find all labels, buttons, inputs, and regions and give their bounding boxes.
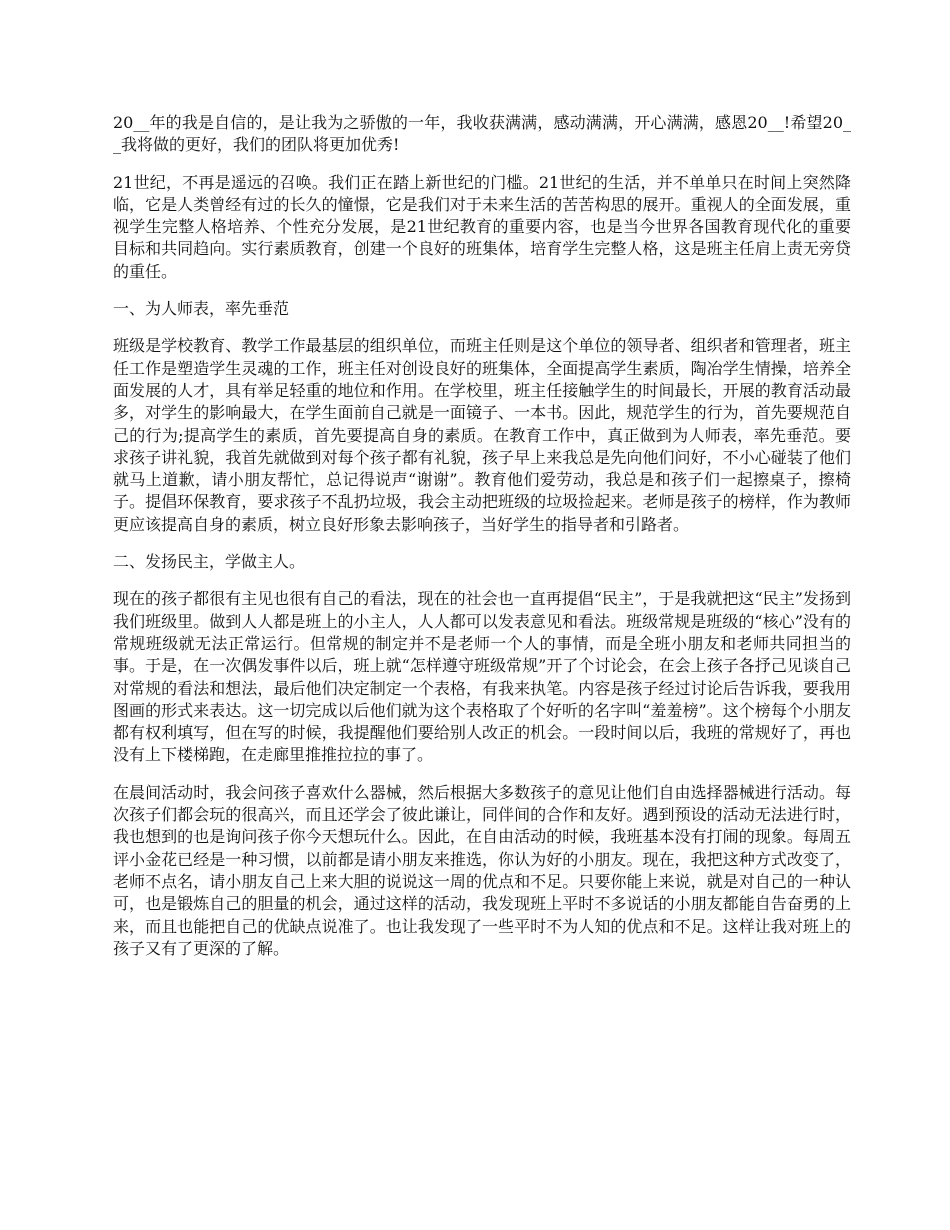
intro-paragraph: 20__年的我是自信的，是让我为之骄傲的一年，我收获满满，感动满满，开心满满，感恩20__!希望20__我将做的更好，我们的团队将更加优秀! <box>113 113 851 155</box>
section-heading-1: 一、为人师表，率先垂范 <box>113 299 290 319</box>
section-2-paragraph-2: 在晨间活动时，我会问孩子喜欢什么器械，然后根据大多数孩子的意见让他们自由选择器械进行活动。每次孩子们都会玩的很高兴，而且还学会了彼此谦让，同伴间的合作和友好。遇到预设的活动无法进行时，我也想到的也是询问孩子你今天想玩什么。因此，在自由活动的时候，我班基本没有打闹的现象。每周五评小金花已经是一种习惯，以前都是请小朋友来推选，你认为好的小朋友。现在，我把这种方式改变了，老师不点名，请小朋友自己上来大胆的说说这一周的优点和不足。只要你能上来说，就是对自己的一种认可，也是锻炼自己的胆量的机会，通过这样的活动，我发现班上平时不多说话的小朋友都能自告奋勇的上来，而且也能把自己的优缺点说准了。也让我发现了一些平时不为人知的优点和不足。这样让我对班上的孩子又有了更深的了解。 <box>113 782 851 958</box>
section-2-paragraph-1: 现在的孩子都很有主见也很有自己的看法，现在的社会也一直再提倡“民主”，于是我就把这“民主”发扬到我们班级里。做到人人都是班上的小主人，人人都可以发表意见和看法。班级常规是班级的“核心”没有的常规班级就无法正常运行。但常规的制定并不是老师一个人的事情，而是全班小朋友和老师共同担当的事。于是，在一次偶发事件以后，班上就“怎样遵守班级常规”开了个讨论会，在会上孩子各抒己见谈自己对常规的看法和想法，最后他们决定制定一个表格，有我来执笔。内容是孩子经过讨论后告诉我，要我用图画的形式来表达。这一切完成以后他们就为这个表格取了个好听的名字叫“羞羞榜”。这个榜每个小朋友都有权利填写，但在写的时候，我提醒他们要给别人改正的机会。一段时间以后，我班的常规好了，再也没有上下楼梯跑，在走廊里推推拉拉的事了。 <box>113 589 851 765</box>
section-1-paragraph: 班级是学校教育、教学工作最基层的组织单位，而班主任则是这个单位的领导者、组织者和管理者，班主任工作是塑造学生灵魂的工作，班主任对创设良好的班集体，全面提高学生素质，陶冶学生情操，培养全面发展的人才，具有举足轻重的地位和作用。在学校里，班主任接触学生的时间最长，开展的教育活动最多，对学生的影响最大，在学生面前自己就是一面镜子、一本书。因此，规范学生的行为，首先要规范自己的行为;提高学生的素质，首先要提高自身的素质。在教育工作中，真正做到为人师表，率先垂范。要求孩子讲礼貌，我首先就做到对每个孩子都有礼貌，孩子早上来我总是先向他们问好，不小心碰装了他们就马上道歉，请小朋友帮忙，总记得说声“谢谢”。教育他们爱劳动，我总是和孩子们一起擦桌子，擦椅子。提倡环保教育，要求孩子不乱扔垃圾，我会主动把班级的垃圾捡起来。老师是孩子的榜样，作为教师更应该提高自身的素质，树立良好形象去影响孩子，当好学生的指导者和引路者。 <box>113 336 851 534</box>
century-paragraph: 21世纪，不再是遥远的召唤。我们正在踏上新世纪的门槛。21世纪的生活，并不单单只在时间上突然降临，它是人类曾经有过的长久的憧憬，它是我们对于未来生活的苦苦构思的展开。重视人的全面发展，重视学生完整人格培养、个性充分发展，是21世纪教育的重要内容，也是当今世界各国教育现代化的重要目标和共同趋向。实行素质教育，创建一个良好的班集体，培育学生完整人格，这是班主任肩上责无旁贷的重任。 <box>113 172 851 281</box>
section-heading-2: 二、发扬民主，学做主人。 <box>113 552 306 572</box>
document-body <box>113 112 851 975</box>
